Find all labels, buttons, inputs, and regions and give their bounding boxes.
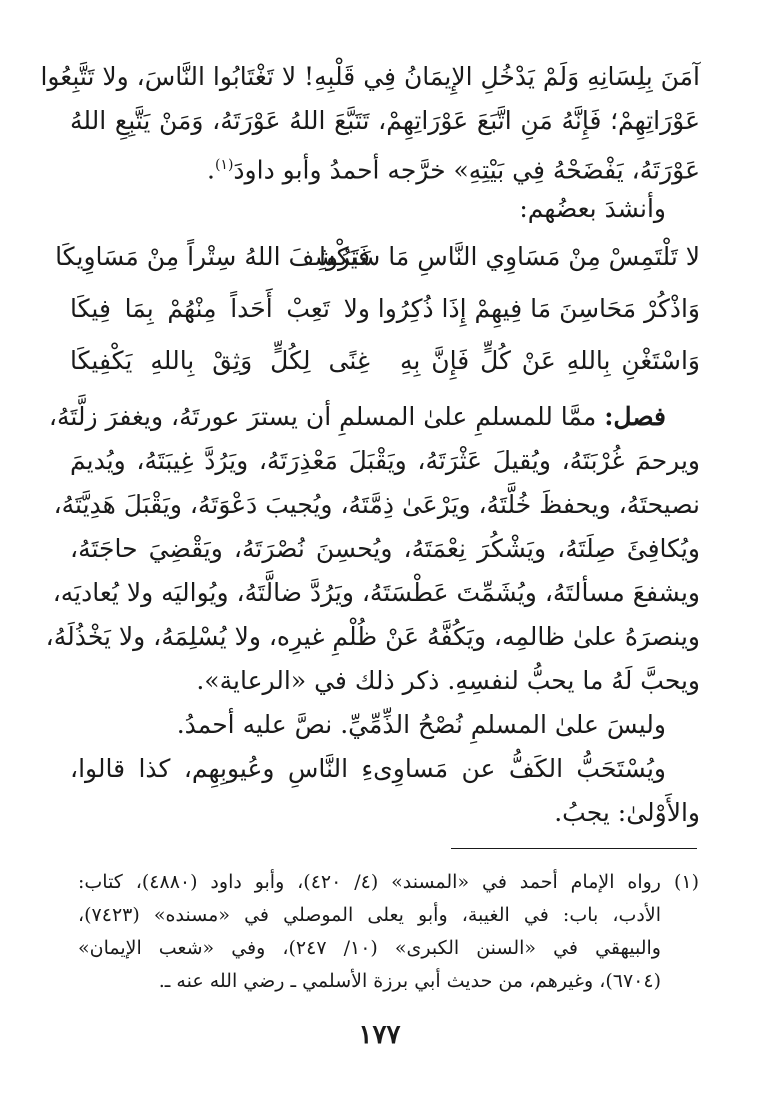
verse-second-hemistich: ولا تَعِبْ أَحَداً مِنْهُمْ بِمَا فِيكَا [70, 294, 370, 323]
text-fragment: عَوْرَتَهُ، يَفْضَحْهُ فِي بَيْتِهِ» خرَّجه أحمدُ وأبو داودَ [233, 155, 700, 185]
footnote-number: (١) [673, 871, 699, 893]
text-fragment: . [207, 155, 215, 185]
text-line: عَوْرَاتِهِمْ؛ فَإِنَّهُ مَنِ اتَّبَعَ عَوْرَاتِهِمْ، تَتَبَّعَ اللهُ عَوْرَتَهُ، وَمَنْ يَتَّبِعِ اللهُ [70, 106, 700, 135]
text-line: وليسَ علىٰ المسلمِ نُصْحُ الذِّمِّيِّ. نصَّ عليه أحمدُ. [176, 710, 666, 739]
footnote-line: رواه الإمام أحمد في «المسند» (٤/ ٤٢٠)، وأبو داود (٤٨٨٠)، كتاب: [78, 871, 661, 893]
text-fragment: ممَّا للمسلمِ علىٰ المسلمِ أن يسترَ عورتَهُ، ويغفرَ زلَّتَهُ، [48, 402, 597, 431]
verse-row [55, 231, 700, 283]
verse-first-hemistich: وَاذْكُرْ مَحَاسِنَ مَا فِيهِمْ إِذَا ذُكِرُوا [377, 294, 700, 323]
text-line: آمَنَ بِلِسَانِهِ وَلَمْ يَدْخُلِ الإِيمَانُ فِي قَلْبِهِ! لا تَغْتَابُوا النَّاسَ، ولا تَتَّبِعُوا [40, 62, 700, 91]
text-line: ويُكافِئَ صِلَتَهُ، ويَشْكُرَ نِعْمَتَهُ، ويُحسِنَ نُصْرَتَهُ، ويَقْضِيَ حاجَتَهُ، [70, 534, 700, 563]
footnote-line: (٦٧٠٤)، وغيرهم، من حديث أبي برزة الأسلمي ـ رضي الله عنه ـ. [158, 970, 661, 992]
footnote-ref[interactable]: (١) [214, 157, 234, 173]
text-line: ويحبَّ لَهُ ما يحبُّ لنفسِهِ. ذكر ذلك في «الرعاية». [196, 666, 700, 695]
main-text [40, 55, 700, 835]
fasl-heading: فصل: [604, 402, 666, 431]
verse-row [70, 283, 700, 335]
footnote-first-line [78, 866, 699, 899]
text-line [70, 143, 700, 187]
verse-second-hemistich: غِنًى لِكُلٍّ وَثِقْ بِاللهِ يَكْفِيكَا [70, 346, 370, 375]
fasl-first-line [48, 395, 700, 439]
text-line: نصيحتَهُ، ويحفظَ خُلَّتَهُ، ويَرْعَىٰ ذِمَّتَهُ، ويُجيبَ دَعْوَتَهُ، ويَقْبَلَ هَدِيَّتَهُ، [53, 490, 700, 519]
footnote-line: الأدب، باب: في الغيبة، وأبو يعلى الموصلي في «مسنده» (٧٤٢٣)، [78, 904, 661, 926]
verse-second-hemistich: فَيَكْشِفَ اللهُ سِتْراً مِنْ مَسَاوِيكَا [55, 242, 370, 271]
verse-first-hemistich: لا تَلْتَمِسْ مِنْ مَسَاوِي النَّاسِ مَا سَتَرُوا [319, 242, 700, 271]
text-line: ويشفعَ مسألتَهُ، ويُشَمِّتَ عَطْسَتَهُ، ويَرُدَّ ضالَّتَهُ، ويُواليَه ولا يُعاديَه، [52, 578, 700, 607]
footnote [78, 866, 699, 998]
intro-line: وأنشدَ بعضُهم: [519, 194, 666, 223]
footnote-line: والبيهقي في «السنن الكبرى» (١٠/ ٢٤٧)، وفي «شعب الإيمان» [78, 937, 661, 959]
text-line: وينصرَهُ علىٰ ظالمِه، ويَكُفَّهُ عَنْ ظُلْمِ غيرِه، ولا يُسْلِمَهُ، ولا يَخْذُلَهُ، [45, 622, 700, 651]
verse-row [70, 335, 700, 387]
footnote-separator [451, 848, 697, 849]
text-line: والأَوْلىٰ: يجبُ. [554, 798, 700, 827]
verse-first-hemistich: وَاسْتَغْنِ بِاللهِ عَنْ كُلٍّ فَإِنَّ بِهِ [400, 346, 700, 375]
page-number: ١٧٧ [358, 1020, 401, 1050]
text-line: ويُسْتَحَبُّ الكَفُّ عن مَساوِىءِ النَّاسِ وعُيوبِهِم، كذا قالوا، [70, 754, 666, 783]
text-line: ويرحمَ غُرْبَتَهُ، ويُقيلَ عَثْرَتَهُ، ويَقْبَلَ مَعْذِرَتَهُ، ويَرُدَّ غِيبَتَهُ، ويُديمَ [70, 446, 700, 475]
